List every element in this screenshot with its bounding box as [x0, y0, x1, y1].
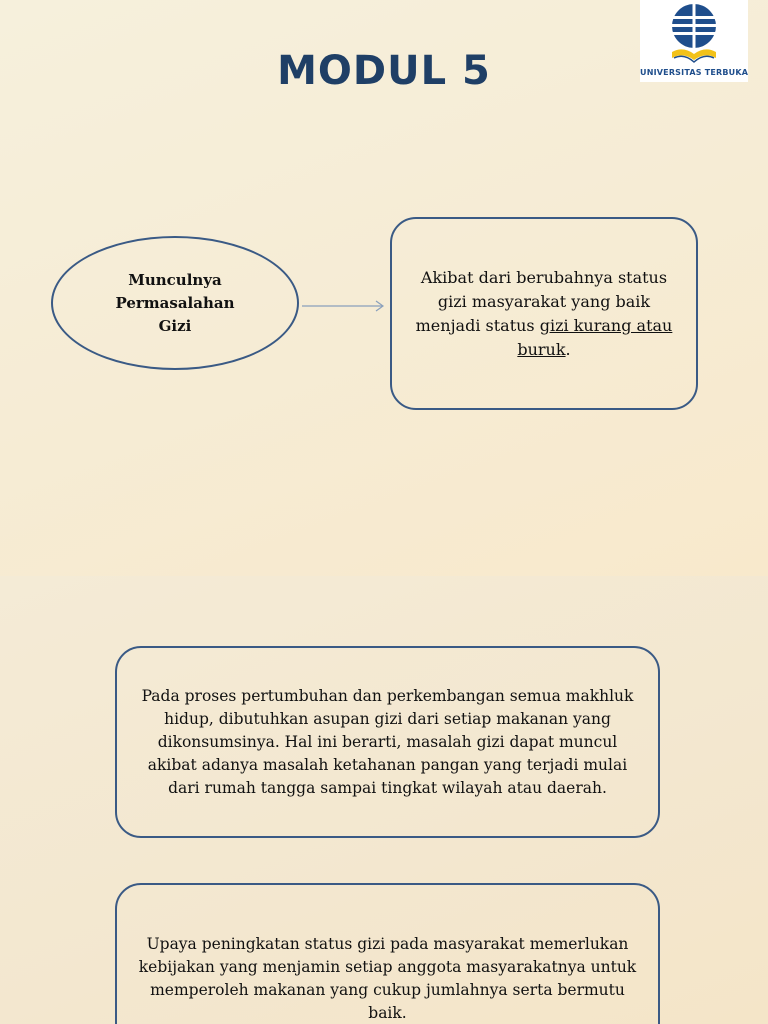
slide-title: MODUL 5	[277, 48, 491, 94]
connector-arrow	[300, 298, 386, 314]
problem-ellipse	[51, 236, 299, 370]
paragraph-box-1	[115, 646, 660, 838]
university-logo	[640, 0, 748, 82]
paragraph-box-2	[115, 883, 660, 1024]
ellipse-line-1: Munculnya	[128, 270, 222, 289]
paragraph-2: Upaya peningkatan status gizi pada masyarakat memerlukan kebijakan yang menjamin setiap anggota masyarakatnya untuk memperoleh makanan yang cukup jumlahnya serta bermutu baik.	[138, 935, 637, 1022]
ellipse-line-3: Gizi	[158, 316, 192, 335]
definition-text-end: .	[565, 339, 571, 359]
definition-text-underlined: gizi kurang atau buruk	[517, 315, 673, 359]
slide-2	[0, 576, 768, 1024]
definition-box	[390, 217, 698, 410]
ellipse-label	[95, 269, 255, 338]
definition-text	[406, 266, 682, 362]
ellipse-line-2: Permasalahan	[115, 293, 235, 312]
logo-text: UNIVERSITAS TERBUKA	[640, 68, 749, 77]
globe-book-icon	[668, 2, 720, 68]
paragraph-1: Pada proses pertumbuhan dan perkembangan semua makhluk hidup, dibutuhkan asupan gizi dari setiap makanan yang dikonsumsinya. Hal ini berarti, masalah gizi dapat muncul akibat adanya masalah ketahanan pangan yang terjadi mulai dari rumah tangga sampai tingkat wilayah atau daerah.	[141, 686, 634, 797]
definition-text-main: Akibat dari berubahnya status gizi masyarakat yang baik menjadi status	[415, 267, 668, 335]
